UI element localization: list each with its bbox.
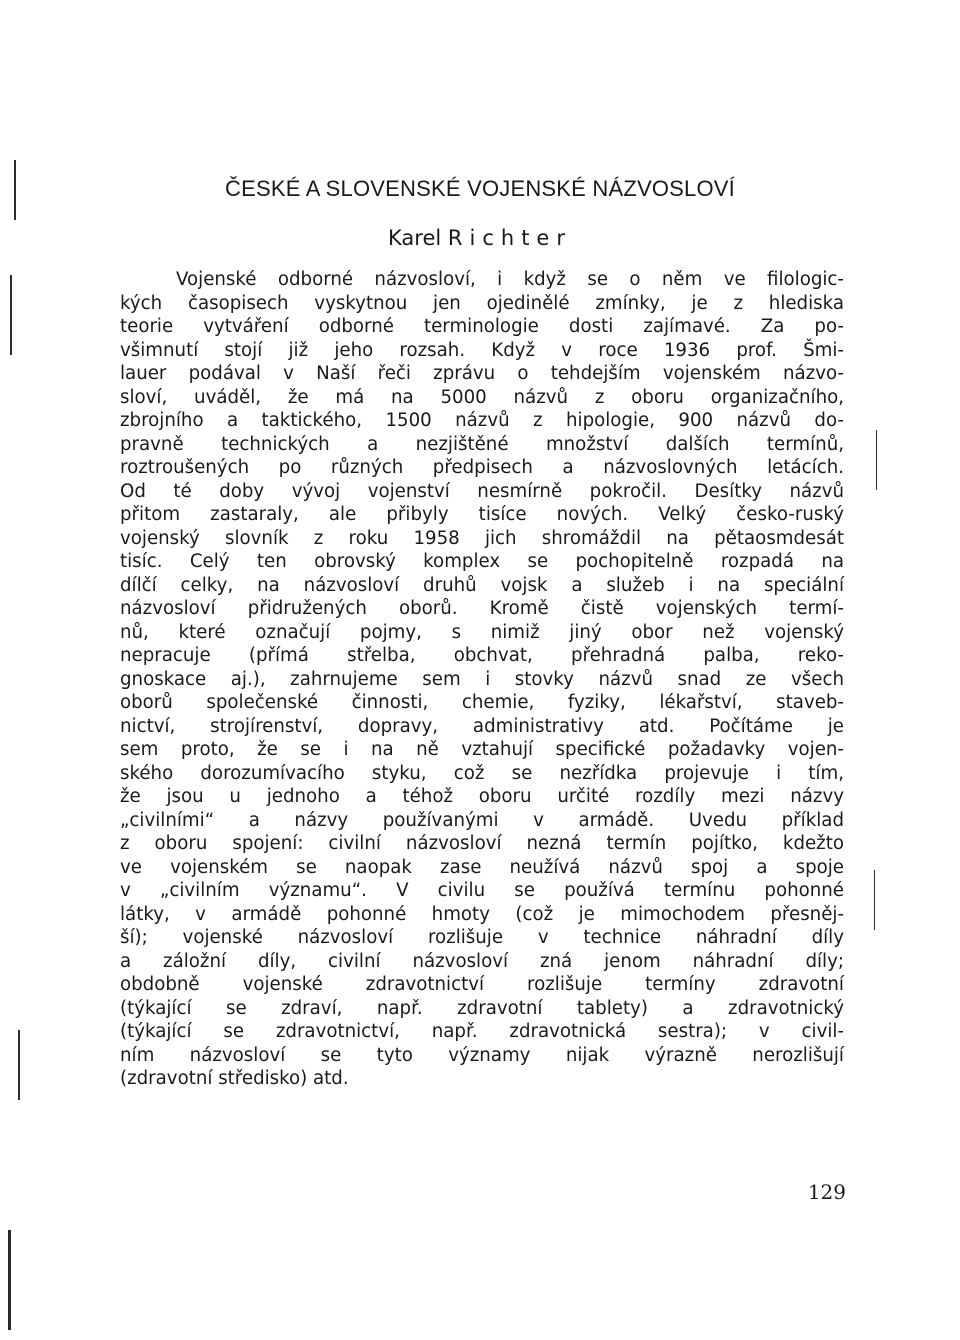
body-text-line: ského dorozumívacího styku, což se nezřídka projevuje i tím, — [120, 762, 844, 784]
body-text-line: dílčí celky, na názvosloví druhů vojsk a služeb i na speciální — [120, 574, 844, 596]
body-text-line: Vojenské odborné názvosloví, i když se o něm ve filologic- — [176, 269, 844, 290]
body-text-line: teorie vytváření odborné terminologie dosti zajímavé. Za po- — [120, 316, 844, 337]
scan-edge-mark — [10, 275, 12, 355]
body-text-line: ním názvosloví se tyto významy nijak výrazně nerozlišují — [120, 1044, 844, 1066]
body-text-line: ší); vojenské názvosloví rozlišuje v technice náhradní díly — [120, 927, 844, 948]
body-text-line: zbrojního a taktického, 1500 názvů z hipologie, 900 názvů do- — [120, 410, 844, 431]
body-text-line: pravně technických a nezjištěné množství dalších termínů, — [120, 433, 844, 455]
article-title: ČESKÉ A SLOVENSKÉ VOJENSKÉ NÁZVOSLOVÍ — [225, 176, 735, 201]
body-text-line: přitom zastaraly, ale přibyly tisíce nových. Velký česko-ruský — [120, 504, 844, 525]
body-text-line: všimnutí stojí již jeho rozsah. Když v roce 1936 prof. Šmi- — [120, 339, 844, 361]
body-text-line: gnoskace aj.), zahrnujeme sem i stovky názvů snad ze všech — [120, 668, 844, 690]
scan-edge-mark — [18, 1030, 20, 1100]
scan-edge-mark — [8, 1230, 11, 1330]
body-text-line: ve vojenském se naopak zase neužívá názvů spoj a spoje — [120, 856, 844, 878]
body-text-line: sloví, uváděl, že má na 5000 názvů z oboru organizačního, — [120, 386, 844, 408]
body-text-line: z oboru spojení: civilní názvosloví nezná termín pojítko, kdežto — [120, 833, 844, 854]
body-text-line: roztroušených po různých předpisech a názvoslovných letácích. — [120, 457, 844, 478]
body-text-line: „civilními“ a názvy používanými v armádě. Uvedu příklad — [120, 809, 844, 831]
body-text-line: nepracuje (přímá střelba, obchvat, přehradná palba, reko- — [120, 645, 844, 666]
author-last-name: Richter — [447, 226, 572, 250]
body-text-line: tisíc. Celý ten obrovský komplex se pochopitelně rozpadá na — [120, 551, 844, 572]
scan-edge-mark — [876, 430, 877, 490]
body-text-line: oborů společenské činnosti, chemie, fyziky, lékařství, staveb- — [120, 692, 844, 713]
article-body — [120, 268, 844, 1091]
body-text-line: v „civilním významu“. V civilu se používá termínu pohonné — [120, 880, 844, 901]
body-text-line: nů, které označují pojmy, s nimiž jiný obor než vojenský — [120, 621, 844, 643]
body-text-line: sem proto, že se i na ně vztahují specifické požadavky vojen- — [120, 739, 844, 760]
body-text-line: (zdravotní středisko) atd. — [120, 1068, 349, 1089]
body-text-line: nictví, strojírenství, dopravy, administrativy atd. Počítáme je — [120, 715, 844, 737]
scan-edge-mark — [14, 160, 16, 220]
body-text-line: obdobně vojenské zdravotnictví rozlišuje termíny zdravotní — [120, 974, 844, 995]
body-text-line: kých časopisech vyskytnou jen ojedinělé zmínky, je z hlediska — [120, 292, 844, 314]
body-text-line: názvosloví přidružených oborů. Kromě čistě vojenských termí- — [120, 598, 844, 619]
body-text-line: lauer podával v Naší řeči zprávu o tehdejším vojenském názvo- — [120, 363, 844, 384]
article-author — [0, 226, 960, 250]
body-text-line: látky, v armádě pohonné hmoty (což je mimochodem přesněj- — [120, 903, 844, 925]
body-text-line: a záložní díly, civilní názvosloví zná jenom náhradní díly; — [120, 950, 844, 972]
page-number: 129 — [807, 1180, 846, 1204]
body-text-line: (týkající se zdravotnictví, např. zdravotnická sestra); v civil- — [120, 1021, 844, 1042]
author-first-name: Karel — [388, 226, 442, 250]
body-text-line: že jsou u jednoho a téhož oboru určité rozdíly mezi názvy — [120, 786, 844, 807]
body-text-line: (týkající se zdraví, např. zdravotní tablety) a zdravotnický — [120, 997, 844, 1019]
body-text-line: Od té doby vývoj vojenství nesmírně pokročil. Desítky názvů — [120, 480, 844, 502]
body-text-line: vojenský slovník z roku 1958 jich shromáždil na pětaosmdesát — [120, 527, 844, 549]
scan-edge-mark — [874, 870, 875, 930]
